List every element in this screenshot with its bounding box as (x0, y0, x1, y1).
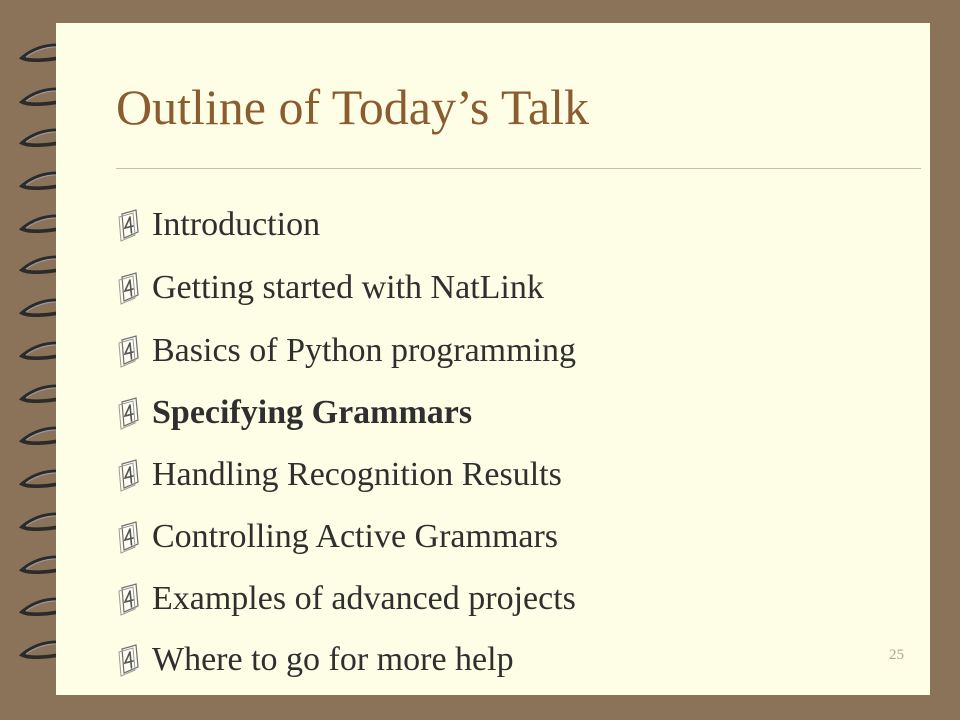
page-number: 25 (889, 647, 904, 663)
title-divider (116, 168, 921, 169)
bullet-item (116, 450, 562, 500)
notepad-bullet-icon (116, 458, 152, 492)
notepad-bullet-icon (116, 208, 152, 242)
bullet-item (116, 200, 320, 250)
bullet-item (116, 388, 472, 438)
bullet-text: Handling Recognition Results (152, 456, 562, 493)
bullet-text: Specifying Grammars (152, 394, 473, 431)
bullet-text: Controlling Active Grammars (152, 518, 559, 555)
bullet-item (116, 326, 576, 376)
bullet-text: Where to go for more help (152, 641, 514, 678)
bullet-item (116, 263, 544, 313)
notepad-bullet-icon (116, 582, 152, 616)
bullet-text: Introduction (152, 206, 321, 243)
notepad-bullet-icon (116, 643, 152, 677)
notepad-bullet-icon (116, 520, 152, 554)
bullet-item (116, 512, 558, 562)
slide-title: Outline of Today’s Talk (116, 79, 590, 135)
notepad-bullet-icon (116, 396, 152, 430)
notepad-bullet-icon (116, 334, 152, 368)
bullet-item (116, 574, 576, 624)
bullet-text: Basics of Python programming (152, 332, 577, 369)
bullet-item (116, 635, 514, 685)
notepad-bullet-icon (116, 271, 152, 305)
bullet-text: Examples of advanced projects (152, 580, 576, 617)
bullet-text: Getting started with NatLink (152, 269, 544, 306)
